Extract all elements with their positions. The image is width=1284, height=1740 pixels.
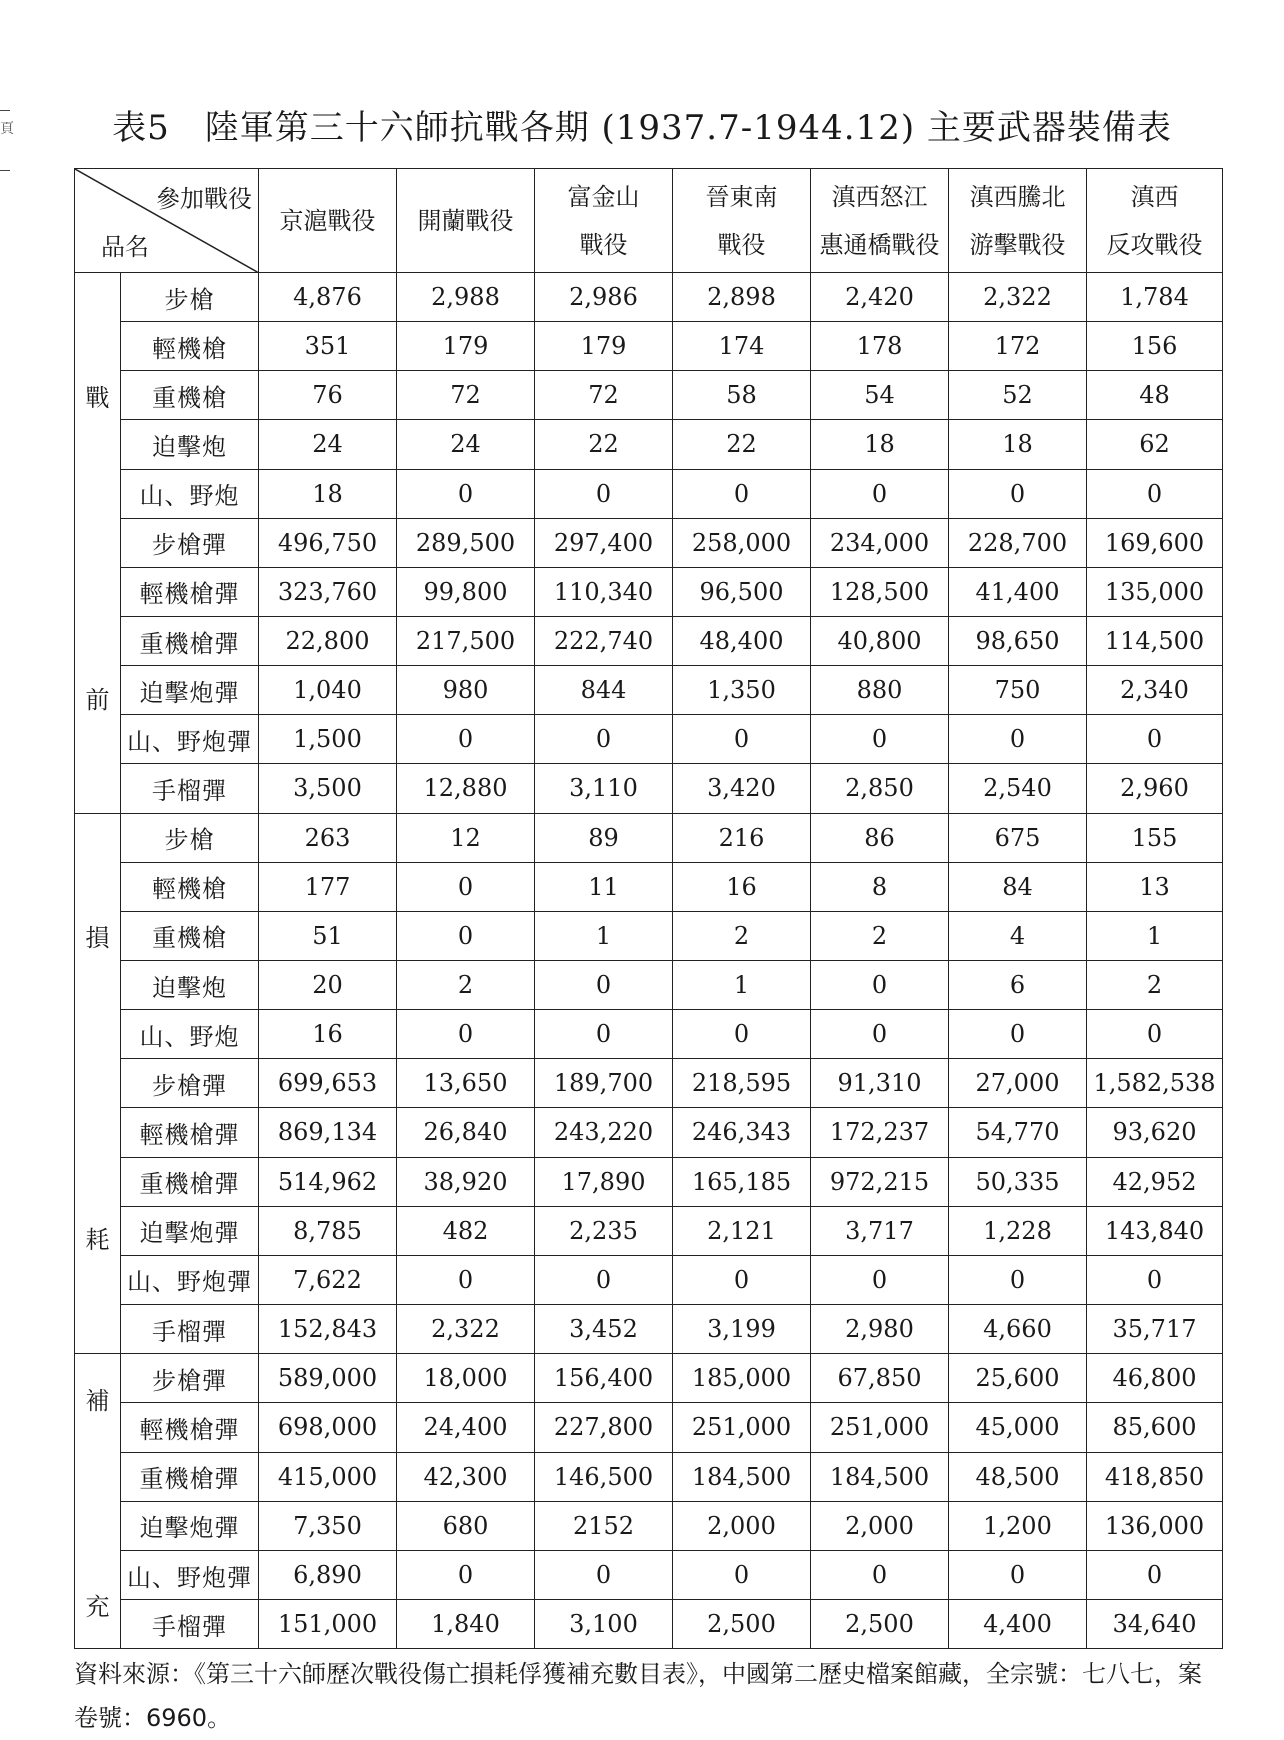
item-name: 手榴彈 (121, 1600, 259, 1649)
value-cell: 151,000 (259, 1600, 397, 1649)
value-cell: 2 (1087, 960, 1223, 1009)
source-note: 資料來源：《第三十六師歷次戰役傷亡損耗俘獲補充數目表》，中國第二歷史檔案館藏，全宗號：七八七，案卷號：6960。 (74, 1660, 1202, 1732)
value-cell: 178 (811, 322, 949, 371)
table-row (75, 1452, 1223, 1501)
header-row (75, 169, 1223, 273)
item-name: 迫擊炮彈 (121, 666, 259, 715)
item-name: 輕機槍 (121, 322, 259, 371)
column-header-line1: 滇西騰北 (969, 182, 1066, 211)
table-row (75, 1108, 1223, 1157)
value-cell: 589,000 (259, 1354, 397, 1403)
value-cell: 0 (535, 1255, 673, 1304)
value-cell: 1 (1087, 911, 1223, 960)
value-cell: 54 (811, 371, 949, 420)
value-cell: 869,134 (259, 1108, 397, 1157)
value-cell: 222,740 (535, 616, 673, 665)
value-cell: 0 (535, 1550, 673, 1599)
column-header-line2: 戰役 (579, 230, 628, 259)
value-cell: 0 (1087, 1550, 1223, 1599)
value-cell: 0 (811, 715, 949, 764)
value-cell: 514,962 (259, 1157, 397, 1206)
value-cell: 323,760 (259, 567, 397, 616)
value-cell: 2,500 (673, 1600, 811, 1649)
value-cell: 0 (535, 715, 673, 764)
value-cell: 165,185 (673, 1157, 811, 1206)
value-cell: 128,500 (811, 567, 949, 616)
value-cell: 246,343 (673, 1108, 811, 1157)
value-cell: 155 (1087, 813, 1223, 862)
item-name: 重機槍彈 (121, 616, 259, 665)
value-cell: 26,840 (397, 1108, 535, 1157)
value-cell: 18 (259, 469, 397, 518)
value-cell: 35,717 (1087, 1304, 1223, 1353)
value-cell: 96,500 (673, 567, 811, 616)
table-row (75, 764, 1223, 813)
value-cell: 24 (397, 420, 535, 469)
value-cell: 228,700 (949, 518, 1087, 567)
value-cell: 72 (397, 371, 535, 420)
value-cell: 0 (811, 1255, 949, 1304)
table-row (75, 1255, 1223, 1304)
value-cell: 48,400 (673, 616, 811, 665)
value-cell: 3,500 (259, 764, 397, 813)
value-cell: 91,310 (811, 1059, 949, 1108)
table-row (75, 862, 1223, 911)
value-cell: 0 (397, 1010, 535, 1059)
value-cell: 258,000 (673, 518, 811, 567)
item-name: 迫擊炮 (121, 420, 259, 469)
item-name: 山、野炮彈 (121, 1550, 259, 1599)
value-cell: 218,595 (673, 1059, 811, 1108)
value-cell: 0 (949, 469, 1087, 518)
column-header-line1: 滇西怒江 (831, 182, 928, 211)
value-cell: 0 (673, 1010, 811, 1059)
value-cell: 16 (259, 1010, 397, 1059)
value-cell: 2 (397, 960, 535, 1009)
value-cell: 1,500 (259, 715, 397, 764)
column-header-line1: 滇西 (1130, 182, 1179, 211)
value-cell: 24 (259, 420, 397, 469)
value-cell: 7,622 (259, 1255, 397, 1304)
value-cell: 0 (397, 715, 535, 764)
value-cell: 4 (949, 911, 1087, 960)
value-cell: 4,660 (949, 1304, 1087, 1353)
value-cell: 11 (535, 862, 673, 911)
item-name: 手榴彈 (121, 1304, 259, 1353)
item-name: 山、野炮彈 (121, 715, 259, 764)
value-cell: 0 (949, 1550, 1087, 1599)
table-row (75, 911, 1223, 960)
value-cell: 2,322 (397, 1304, 535, 1353)
value-cell: 2,850 (811, 764, 949, 813)
value-cell: 1 (673, 960, 811, 1009)
value-cell: 76 (259, 371, 397, 420)
value-cell: 22,800 (259, 616, 397, 665)
value-cell: 251,000 (673, 1403, 811, 1452)
value-cell: 185,000 (673, 1354, 811, 1403)
value-cell: 2,000 (673, 1501, 811, 1550)
group-char: 補 (85, 1387, 110, 1416)
value-cell: 234,000 (811, 518, 949, 567)
value-cell: 0 (811, 1010, 949, 1059)
value-cell: 0 (397, 1550, 535, 1599)
value-cell: 3,100 (535, 1600, 673, 1649)
value-cell: 0 (1087, 1255, 1223, 1304)
value-cell: 2,540 (949, 764, 1087, 813)
item-name: 輕機槍彈 (121, 1403, 259, 1452)
item-name: 重機槍 (121, 371, 259, 420)
value-cell: 2,898 (673, 273, 811, 322)
value-cell: 880 (811, 666, 949, 715)
value-cell: 136,000 (1087, 1501, 1223, 1550)
value-cell: 18 (949, 420, 1087, 469)
item-name: 步槍 (121, 273, 259, 322)
group-char: 充 (85, 1593, 110, 1622)
item-name: 山、野炮 (121, 1010, 259, 1059)
value-cell: 1 (535, 911, 673, 960)
column-header-line1: 開蘭戰役 (417, 206, 514, 235)
value-cell: 0 (811, 469, 949, 518)
value-cell: 675 (949, 813, 1087, 862)
value-cell: 25,600 (949, 1354, 1087, 1403)
column-header-line2: 游擊戰役 (969, 230, 1066, 259)
table-row (75, 715, 1223, 764)
item-name: 重機槍彈 (121, 1157, 259, 1206)
value-cell: 263 (259, 813, 397, 862)
value-cell: 0 (397, 469, 535, 518)
value-cell: 174 (673, 322, 811, 371)
value-cell: 216 (673, 813, 811, 862)
column-header (811, 169, 949, 273)
item-name: 輕機槍 (121, 862, 259, 911)
value-cell: 177 (259, 862, 397, 911)
value-cell: 3,420 (673, 764, 811, 813)
value-cell: 2,500 (811, 1600, 949, 1649)
value-cell: 0 (949, 1255, 1087, 1304)
group-char: 損 (85, 924, 110, 953)
item-name: 步槍 (121, 813, 259, 862)
value-cell: 50,335 (949, 1157, 1087, 1206)
value-cell: 2 (673, 911, 811, 960)
item-name: 迫擊炮彈 (121, 1206, 259, 1255)
item-name: 山、野炮彈 (121, 1255, 259, 1304)
value-cell: 152,843 (259, 1304, 397, 1353)
value-cell: 54,770 (949, 1108, 1087, 1157)
value-cell: 1,784 (1087, 273, 1223, 322)
table-row (75, 1403, 1223, 1452)
value-cell: 89 (535, 813, 673, 862)
group-label-cell (75, 813, 121, 1354)
value-cell: 172 (949, 322, 1087, 371)
value-cell: 17,890 (535, 1157, 673, 1206)
value-cell: 24,400 (397, 1403, 535, 1452)
value-cell: 58 (673, 371, 811, 420)
column-header (949, 169, 1087, 273)
value-cell: 3,110 (535, 764, 673, 813)
value-cell: 20 (259, 960, 397, 1009)
table-row (75, 273, 1223, 322)
item-name: 迫擊炮 (121, 960, 259, 1009)
group-char: 戰 (85, 383, 110, 412)
value-cell: 4,876 (259, 273, 397, 322)
value-cell: 179 (535, 322, 673, 371)
value-cell: 38,920 (397, 1157, 535, 1206)
value-cell: 40,800 (811, 616, 949, 665)
value-cell: 0 (397, 1255, 535, 1304)
value-cell: 698,000 (259, 1403, 397, 1452)
group-label-cell (75, 273, 121, 814)
value-cell: 0 (535, 1010, 673, 1059)
table-row (75, 420, 1223, 469)
value-cell: 227,800 (535, 1403, 673, 1452)
value-cell: 189,700 (535, 1059, 673, 1108)
value-cell: 0 (949, 715, 1087, 764)
column-header-line2: 戰役 (717, 230, 766, 259)
table-row (75, 960, 1223, 1009)
value-cell: 3,452 (535, 1304, 673, 1353)
value-cell: 8 (811, 862, 949, 911)
table-row (75, 371, 1223, 420)
value-cell: 62 (1087, 420, 1223, 469)
value-cell: 418,850 (1087, 1452, 1223, 1501)
value-cell: 146,500 (535, 1452, 673, 1501)
value-cell: 1,582,538 (1087, 1059, 1223, 1108)
value-cell: 2,000 (811, 1501, 949, 1550)
value-cell: 972,215 (811, 1157, 949, 1206)
margin-char: 頁 (0, 121, 14, 137)
value-cell: 0 (535, 469, 673, 518)
value-cell: 51 (259, 911, 397, 960)
value-cell: 6,890 (259, 1550, 397, 1599)
value-cell: 2,322 (949, 273, 1087, 322)
item-name: 步槍彈 (121, 518, 259, 567)
item-name: 重機槍 (121, 911, 259, 960)
value-cell: 184,500 (673, 1452, 811, 1501)
value-cell: 750 (949, 666, 1087, 715)
value-cell: 0 (673, 1255, 811, 1304)
value-cell: 18,000 (397, 1354, 535, 1403)
column-header (259, 169, 397, 273)
value-cell: 2152 (535, 1501, 673, 1550)
value-cell: 2,420 (811, 273, 949, 322)
value-cell: 67,850 (811, 1354, 949, 1403)
column-header (673, 169, 811, 273)
value-cell: 2 (811, 911, 949, 960)
group-char: 耗 (85, 1226, 110, 1255)
value-cell: 143,840 (1087, 1206, 1223, 1255)
group-label-cell (75, 1354, 121, 1649)
value-cell: 496,750 (259, 518, 397, 567)
equipment-table (74, 168, 1223, 1649)
value-cell: 84 (949, 862, 1087, 911)
value-cell: 2,988 (397, 273, 535, 322)
value-cell: 415,000 (259, 1452, 397, 1501)
value-cell: 13,650 (397, 1059, 535, 1108)
value-cell: 45,000 (949, 1403, 1087, 1452)
value-cell: 0 (1087, 1010, 1223, 1059)
value-cell: 27,000 (949, 1059, 1087, 1108)
value-cell: 72 (535, 371, 673, 420)
value-cell: 46,800 (1087, 1354, 1223, 1403)
value-cell: 243,220 (535, 1108, 673, 1157)
value-cell: 699,653 (259, 1059, 397, 1108)
table-row (75, 813, 1223, 862)
table-row (75, 567, 1223, 616)
value-cell: 0 (535, 960, 673, 1009)
value-cell: 1,350 (673, 666, 811, 715)
item-name: 步槍彈 (121, 1059, 259, 1108)
value-cell: 12 (397, 813, 535, 862)
value-cell: 0 (811, 1550, 949, 1599)
value-cell: 48 (1087, 371, 1223, 420)
column-header (397, 169, 535, 273)
value-cell: 12,880 (397, 764, 535, 813)
value-cell: 22 (535, 420, 673, 469)
table-row (75, 1157, 1223, 1206)
value-cell: 217,500 (397, 616, 535, 665)
value-cell: 156 (1087, 322, 1223, 371)
value-cell: 0 (673, 1550, 811, 1599)
value-cell: 42,952 (1087, 1157, 1223, 1206)
value-cell: 41,400 (949, 567, 1087, 616)
value-cell: 22 (673, 420, 811, 469)
table-row (75, 1010, 1223, 1059)
item-name: 重機槍彈 (121, 1452, 259, 1501)
value-cell: 2,340 (1087, 666, 1223, 715)
item-name: 迫擊炮彈 (121, 1501, 259, 1550)
table-row (75, 1600, 1223, 1649)
corner-cell (75, 169, 259, 273)
value-cell: 156,400 (535, 1354, 673, 1403)
value-cell: 0 (811, 960, 949, 1009)
value-cell: 1,040 (259, 666, 397, 715)
value-cell: 2,986 (535, 273, 673, 322)
table-row (75, 1059, 1223, 1108)
value-cell: 844 (535, 666, 673, 715)
value-cell: 172,237 (811, 1108, 949, 1157)
value-cell: 52 (949, 371, 1087, 420)
value-cell: 18 (811, 420, 949, 469)
value-cell: 2,235 (535, 1206, 673, 1255)
table-row (75, 1354, 1223, 1403)
value-cell: 3,717 (811, 1206, 949, 1255)
column-header (1087, 169, 1223, 273)
value-cell: 42,300 (397, 1452, 535, 1501)
value-cell: 16 (673, 862, 811, 911)
table-title: 表5 陸軍第三十六師抗戰各期 (1937.7-1944.12) 主要武器裝備表 (112, 108, 1172, 148)
item-name: 步槍彈 (121, 1354, 259, 1403)
table-row (75, 469, 1223, 518)
value-cell: 4,400 (949, 1600, 1087, 1649)
value-cell: 1,228 (949, 1206, 1087, 1255)
value-cell: 86 (811, 813, 949, 862)
item-name: 輕機槍彈 (121, 1108, 259, 1157)
value-cell: 99,800 (397, 567, 535, 616)
value-cell: 179 (397, 322, 535, 371)
item-name: 輕機槍彈 (121, 567, 259, 616)
value-cell: 93,620 (1087, 1108, 1223, 1157)
value-cell: 8,785 (259, 1206, 397, 1255)
value-cell: 980 (397, 666, 535, 715)
value-cell: 110,340 (535, 567, 673, 616)
table-row (75, 616, 1223, 665)
column-header-line1: 晉東南 (705, 182, 778, 211)
value-cell: 0 (673, 715, 811, 764)
column-header-line1: 富金山 (567, 182, 640, 211)
margin-rule-bottom (0, 170, 10, 171)
value-cell: 482 (397, 1206, 535, 1255)
value-cell: 680 (397, 1501, 535, 1550)
table-row (75, 1206, 1223, 1255)
value-cell: 6 (949, 960, 1087, 1009)
value-cell: 184,500 (811, 1452, 949, 1501)
value-cell: 2,121 (673, 1206, 811, 1255)
value-cell: 7,350 (259, 1501, 397, 1550)
value-cell: 169,600 (1087, 518, 1223, 567)
table-row (75, 666, 1223, 715)
value-cell: 48,500 (949, 1452, 1087, 1501)
value-cell: 289,500 (397, 518, 535, 567)
value-cell: 1,200 (949, 1501, 1087, 1550)
value-cell: 34,640 (1087, 1600, 1223, 1649)
value-cell: 0 (1087, 469, 1223, 518)
value-cell: 2,980 (811, 1304, 949, 1353)
value-cell: 1,840 (397, 1600, 535, 1649)
table-row (75, 1550, 1223, 1599)
value-cell: 98,650 (949, 616, 1087, 665)
value-cell: 2,960 (1087, 764, 1223, 813)
value-cell: 114,500 (1087, 616, 1223, 665)
value-cell: 0 (949, 1010, 1087, 1059)
value-cell: 0 (397, 862, 535, 911)
value-cell: 0 (673, 469, 811, 518)
value-cell: 135,000 (1087, 567, 1223, 616)
value-cell: 3,199 (673, 1304, 811, 1353)
corner-label-campaign: 參加戰役 (156, 185, 252, 213)
column-header-line1: 京滬戰役 (279, 206, 376, 235)
item-name: 手榴彈 (121, 764, 259, 813)
column-header-line2: 反攻戰役 (1106, 230, 1203, 259)
value-cell: 0 (397, 911, 535, 960)
item-name: 山、野炮 (121, 469, 259, 518)
column-header (535, 169, 673, 273)
corner-label-item: 品名 (101, 233, 149, 261)
table-row (75, 322, 1223, 371)
group-char: 前 (85, 685, 110, 714)
table-row (75, 518, 1223, 567)
value-cell: 297,400 (535, 518, 673, 567)
table-row (75, 1501, 1223, 1550)
value-cell: 251,000 (811, 1403, 949, 1452)
value-cell: 0 (1087, 715, 1223, 764)
value-cell: 85,600 (1087, 1403, 1223, 1452)
value-cell: 13 (1087, 862, 1223, 911)
table-row (75, 1304, 1223, 1353)
column-header-line2: 惠通橋戰役 (819, 230, 940, 259)
value-cell: 351 (259, 322, 397, 371)
